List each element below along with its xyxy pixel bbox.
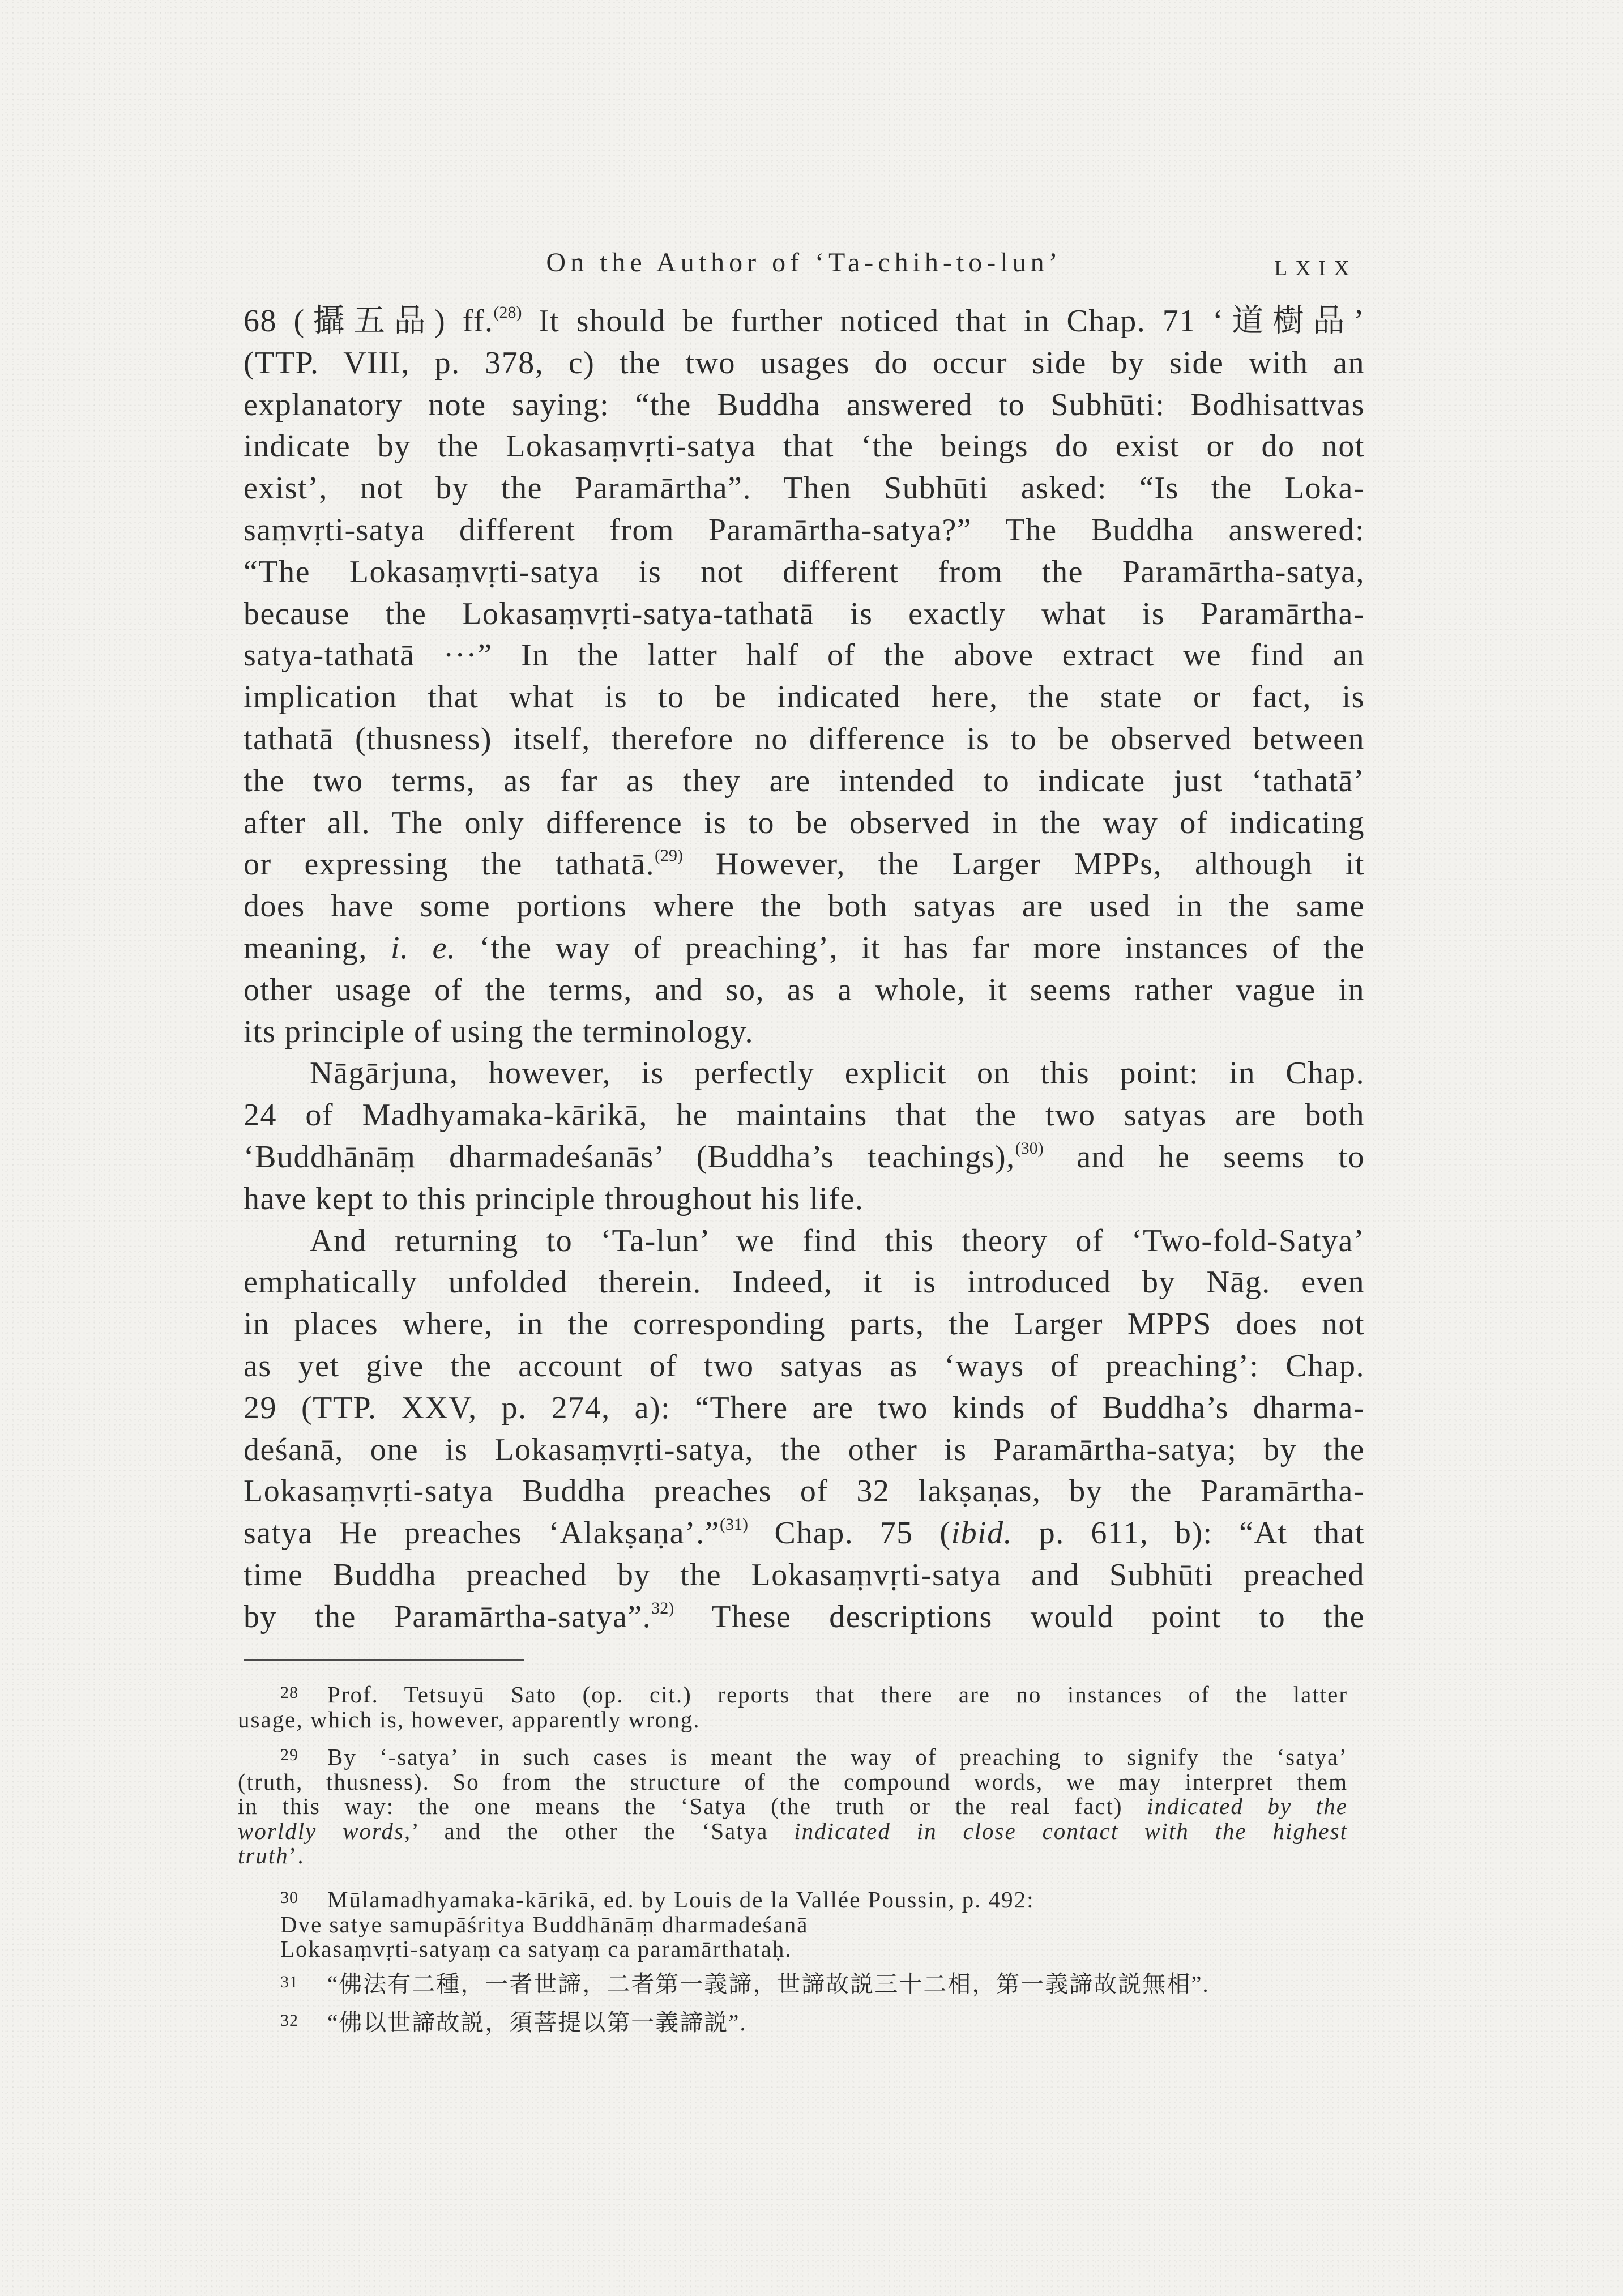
text-segment: It should be further noticed that in Chap. 71 ‘道樹品’ — [522, 304, 1365, 339]
footnote-number: 29 — [280, 1746, 298, 1764]
text-segment: and he seems to — [1043, 1139, 1365, 1175]
footnote-number: 30 — [280, 1888, 298, 1907]
text-line: deśanā, one is Lokasaṃvṛti-satya, the other is Paramārtha-satya; by the — [244, 1432, 1365, 1467]
footnote-line — [238, 1794, 1348, 1819]
text-segment: meaning, — [244, 930, 391, 966]
footnote-number: 32 — [280, 2011, 298, 2030]
italic-text: indicated by the — [1147, 1793, 1348, 1819]
text-segment: ‘Buddhānāṃ dharmadeśanās’ (Buddha’s teachings), — [244, 1139, 1015, 1175]
footnote — [238, 1972, 1348, 1997]
footnote-line — [238, 1843, 1348, 1868]
page-number: LXIX — [1274, 257, 1357, 280]
running-title: On the Author of ‘Ta-chih-to-lun’ — [546, 247, 1062, 278]
footnote-ref: 32) — [651, 1598, 674, 1618]
text-line: implication that what is to be indicated here, the state or fact, is — [244, 680, 1365, 715]
text-segment: in this way: the one means the ‘Satya (the truth or the real fact) — [238, 1793, 1147, 1819]
text-line: Lokasaṃvṛti-satya Buddha preaches of 32 lakṣaṇas, by the Paramārtha- — [244, 1474, 1365, 1509]
text-line: satya-tathatā ···” In the latter half of the above extract we find an — [244, 638, 1365, 673]
text-line: after all. The only difference is to be observed in the way of indicating — [244, 805, 1365, 840]
text-line: explanatory note saying: “the Buddha answered to Subhūti: Bodhisattvas — [244, 387, 1365, 423]
footnote-line: usage, which is, however, apparently wrong. — [238, 1706, 701, 1732]
text-line: exist’, not by the Paramārtha”. Then Subhūti asked: “Is the Loka- — [244, 471, 1365, 506]
text-line: And returning to ‘Ta-lun’ we find this theory of ‘Two-fold-Satya’ — [310, 1223, 1365, 1258]
text-segment: “佛法有二種，一者世諦，二者第一義諦，世諦故説三十二相，第一義諦故説無相”. — [327, 1971, 1210, 1997]
footnote-number: 28 — [280, 1683, 298, 1702]
footnote — [238, 2011, 1348, 2035]
footnote-line — [238, 1683, 1348, 1708]
text-line: other usage of the terms, and so, as a whole, it seems rather vague in — [244, 972, 1365, 1008]
text-segment: satya He preaches ‘Alakṣaṇa’.” — [244, 1516, 720, 1551]
text-line — [244, 1137, 1365, 1179]
text-segment: By ‘-satya’ in such cases is meant the way of preaching to signify the ‘satya’ — [327, 1744, 1348, 1770]
text-segment: “佛以世諦故説，須菩提以第一義諦説”. — [327, 2009, 747, 2035]
footnote-line — [238, 1745, 1348, 1770]
body-text — [244, 301, 1365, 1638]
text-segment: ’ and the other the ‘Satya — [411, 1817, 795, 1844]
footnote-ref: (29) — [655, 846, 683, 865]
footnote — [238, 1745, 1348, 1868]
footnote-number: 31 — [280, 1973, 298, 1991]
text-line: (TTP. VIII, p. 378, c) the two usages do occur side by side with an — [244, 345, 1365, 381]
text-line: saṃvṛti-satya different from Paramārtha-satya?” The Buddha answered: — [244, 512, 1365, 548]
text-segment: However, the Larger MPPs, although it — [683, 847, 1365, 882]
text-segment: Chap. 75 ( — [748, 1516, 951, 1551]
footnote-ref: (28) — [493, 303, 522, 322]
text-line: 24 of Madhyamaka-kārikā, he maintains that the two satyas are both — [244, 1098, 1365, 1133]
text-segment: Prof. Tetsuyū Sato (op. cit.) reports that there are no instances of the latter — [327, 1682, 1348, 1708]
footnote — [238, 1683, 1348, 1732]
footnote-line — [238, 1888, 1348, 1913]
italic-text: indicated in close contact with the highest — [794, 1817, 1348, 1844]
footnote-line — [238, 1972, 1348, 1997]
footnote-line: (truth, thusness). So from the structure of the compound words, we may interpret them — [238, 1768, 1348, 1795]
text-line — [244, 1513, 1365, 1555]
text-line: because the Lokasaṃvṛti-satya-tathatā is exactly what is Paramārtha- — [244, 596, 1365, 631]
text-line: tathatā (thusness) itself, therefore no difference is to be observed between — [244, 721, 1365, 757]
footnote-verse-line: Dve satye samupāśritya Buddhānāṃ dharmadeśanā — [280, 1911, 809, 1937]
text-segment: 68 (攝五品) ff. — [244, 304, 494, 339]
text-line: as yet give the account of two satyas as ‘ways of preaching’: Chap. — [244, 1348, 1365, 1384]
text-line: in places where, in the corresponding parts, the Larger MPPS does not — [244, 1307, 1365, 1342]
text-line — [244, 1597, 1365, 1638]
footnote — [238, 1888, 1348, 1962]
footnote-verse-line: Lokasaṃvṛti-satyaṃ ca satyaṃ ca paramārthataḥ. — [280, 1936, 792, 1962]
text-line — [244, 844, 1365, 886]
italic-text: worldly words, — [238, 1817, 412, 1844]
footnote-ref: (31) — [719, 1515, 748, 1534]
italic-text: truth — [238, 1842, 289, 1868]
text-line — [244, 301, 1365, 343]
text-line: time Buddha preached by the Lokasaṃvṛti-satya and Subhūti preached — [244, 1557, 1365, 1593]
text-segment: Mūlamadhyamaka-kārikā, ed. by Louis de la Vallée Poussin, p. 492: — [327, 1887, 1035, 1913]
text-line: “The Lokasaṃvṛti-satya is not different from the Paramārtha-satya, — [244, 554, 1365, 590]
text-segment: ’. — [288, 1842, 305, 1868]
text-segment: ‘the way of preaching’, it has far more instances of the — [456, 930, 1365, 966]
footnote-line — [238, 2011, 1348, 2035]
text-line: Nāgārjuna, however, is perfectly explicit on this point: in Chap. — [310, 1056, 1365, 1091]
text-segment: p. 611, b): “At that — [1013, 1516, 1365, 1551]
text-line: the two terms, as far as they are intended to indicate just ‘tathatā’ — [244, 763, 1365, 799]
text-line: 29 (TTP. XXV, p. 274, a): “There are two kinds of Buddha’s dharma- — [244, 1390, 1365, 1426]
text-segment: by the Paramārtha-satya”. — [244, 1599, 652, 1634]
text-segment: These descriptions would point to the — [674, 1599, 1365, 1634]
text-line: indicate by the Lokasaṃvṛti-satya that ‘the beings do exist or do not — [244, 429, 1365, 464]
text-line: its principle of using the terminology. — [244, 1014, 754, 1049]
text-segment: or expressing the tathatā. — [244, 847, 655, 882]
footnote-line — [238, 1819, 1348, 1844]
text-line: emphatically unfolded therein. Indeed, it is introduced by Nāg. even — [244, 1265, 1365, 1300]
text-line: have kept to this principle throughout his life. — [244, 1181, 864, 1217]
footnote-rule — [244, 1659, 524, 1661]
text-line — [244, 928, 1365, 970]
text-line: does have some portions where the both satyas are used in the same — [244, 889, 1365, 924]
italic-text: i. e. — [390, 930, 456, 966]
footnote-ref: (30) — [1015, 1138, 1044, 1158]
italic-text: ibid. — [951, 1516, 1013, 1551]
